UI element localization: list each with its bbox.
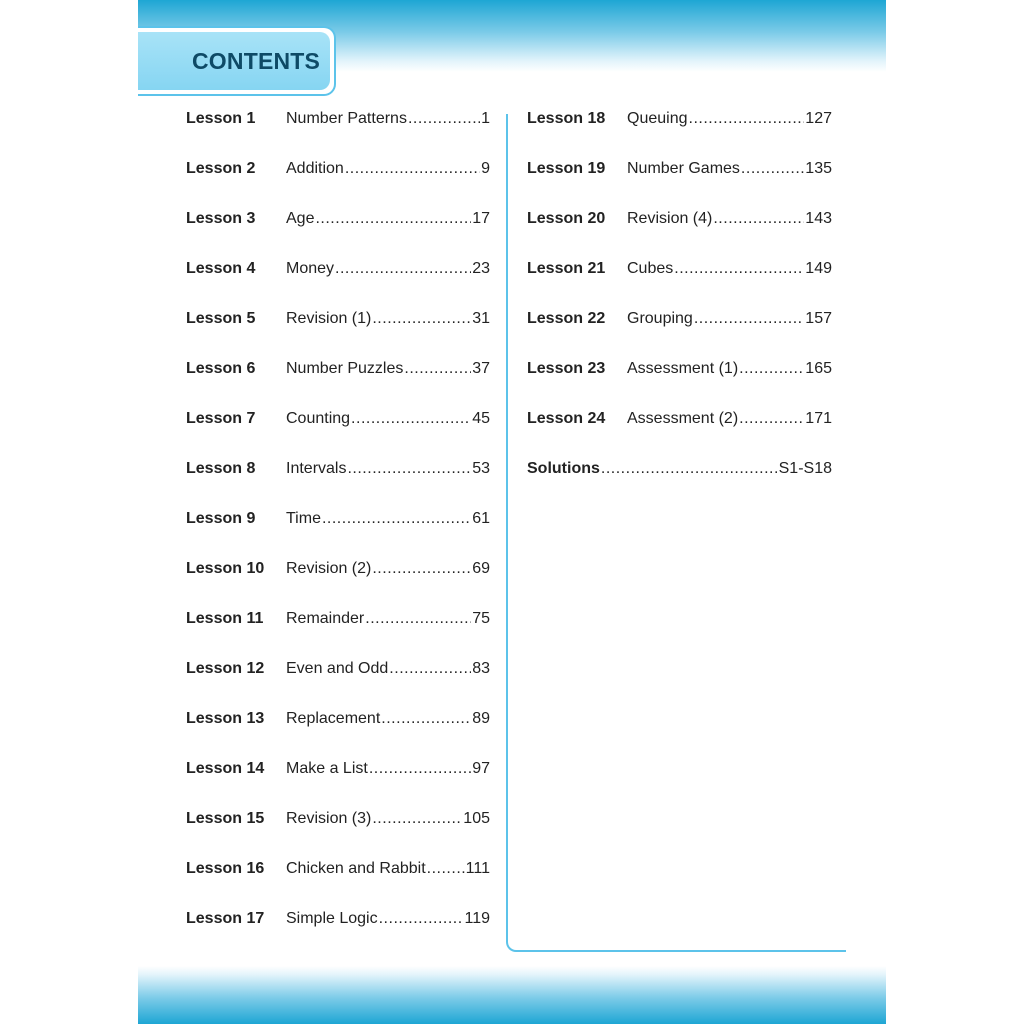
lesson-label: Lesson 13 bbox=[186, 710, 265, 727]
lesson-topic bbox=[286, 260, 490, 278]
lesson-label: Lesson 22 bbox=[527, 310, 606, 327]
lesson-title: Revision (3) bbox=[286, 810, 372, 827]
lesson-title: Intervals bbox=[286, 460, 347, 477]
lesson-topic bbox=[286, 710, 490, 728]
lesson-label: Lesson 5 bbox=[186, 310, 256, 327]
page-number: 127 bbox=[805, 110, 832, 127]
bottom-gradient-band bbox=[138, 966, 886, 1024]
dot-leader bbox=[365, 610, 471, 628]
lesson-label: Lesson 1 bbox=[186, 110, 256, 127]
lesson-label: Lesson 2 bbox=[186, 160, 256, 177]
lesson-title: Remainder bbox=[286, 610, 365, 627]
dot-leader bbox=[741, 160, 804, 178]
toc-entry bbox=[186, 310, 490, 360]
lesson-label: Lesson 16 bbox=[186, 860, 265, 877]
lesson-title: Queuing bbox=[627, 110, 688, 127]
page-number: 31 bbox=[472, 310, 490, 327]
lesson-label: Lesson 17 bbox=[186, 910, 265, 927]
page-number: 45 bbox=[472, 410, 490, 427]
lesson-topic bbox=[286, 310, 490, 328]
toc-solutions-entry bbox=[527, 460, 832, 510]
solutions-label: Solutions bbox=[527, 460, 600, 477]
page-number: 17 bbox=[472, 210, 490, 227]
toc-entry bbox=[186, 710, 490, 760]
page-number: 83 bbox=[472, 660, 490, 677]
dot-leader bbox=[381, 710, 471, 728]
lesson-topic bbox=[286, 360, 490, 378]
lesson-title: Make a List bbox=[286, 760, 368, 777]
lesson-label: Lesson 7 bbox=[186, 410, 256, 427]
lesson-label: Lesson 8 bbox=[186, 460, 256, 477]
lesson-title: Number Patterns bbox=[286, 110, 407, 127]
page-number: 23 bbox=[472, 260, 490, 277]
lesson-topic bbox=[286, 660, 490, 678]
lesson-topic bbox=[286, 510, 490, 528]
lesson-topic bbox=[286, 210, 490, 228]
page-number: 143 bbox=[805, 210, 832, 227]
toc-entry bbox=[186, 160, 490, 210]
page-number: 157 bbox=[805, 310, 832, 327]
page-number: 53 bbox=[472, 460, 490, 477]
page-number: 9 bbox=[481, 160, 490, 177]
toc-entry bbox=[186, 360, 490, 410]
page-number: 89 bbox=[472, 710, 490, 727]
toc-entry bbox=[186, 860, 490, 910]
lesson-label: Lesson 4 bbox=[186, 260, 256, 277]
lesson-label: Lesson 14 bbox=[186, 760, 265, 777]
dot-leader bbox=[369, 760, 471, 778]
lesson-label: Lesson 15 bbox=[186, 810, 265, 827]
dot-leader bbox=[372, 310, 471, 328]
dot-leader bbox=[601, 460, 778, 478]
lesson-label: Lesson 23 bbox=[527, 360, 606, 377]
toc-entry bbox=[186, 560, 490, 610]
toc-entry bbox=[527, 410, 832, 460]
dot-leader bbox=[335, 260, 471, 278]
solutions-page-range: S1-S18 bbox=[778, 460, 832, 477]
lesson-topic bbox=[286, 560, 490, 578]
lesson-topic bbox=[627, 410, 832, 428]
lesson-title: Revision (4) bbox=[627, 210, 713, 227]
page-number: 75 bbox=[472, 610, 490, 627]
lesson-label: Lesson 12 bbox=[186, 660, 265, 677]
page-number: 69 bbox=[472, 560, 490, 577]
dot-leader bbox=[694, 310, 804, 328]
lesson-title: Age bbox=[286, 210, 315, 227]
dot-leader bbox=[404, 360, 471, 378]
contents-sheet bbox=[138, 0, 886, 1024]
lesson-title: Grouping bbox=[627, 310, 693, 327]
toc-right-column bbox=[527, 110, 832, 510]
dot-leader bbox=[372, 560, 471, 578]
lesson-label: Lesson 3 bbox=[186, 210, 256, 227]
toc-entry bbox=[186, 410, 490, 460]
lesson-topic bbox=[627, 110, 832, 128]
lesson-topic bbox=[627, 360, 832, 378]
page-number: 149 bbox=[805, 260, 832, 277]
page-number: 37 bbox=[472, 360, 490, 377]
dot-leader bbox=[372, 810, 462, 828]
lesson-title: Assessment (2) bbox=[627, 410, 739, 427]
lesson-topic bbox=[627, 260, 832, 278]
lesson-title: Number Games bbox=[627, 160, 740, 177]
page-number: 61 bbox=[472, 510, 490, 527]
lesson-label: Lesson 11 bbox=[186, 610, 264, 627]
lesson-topic bbox=[627, 310, 832, 328]
page-number: 97 bbox=[472, 760, 490, 777]
dot-leader bbox=[739, 360, 804, 378]
lesson-topic bbox=[286, 110, 490, 128]
page-number: 119 bbox=[464, 910, 490, 927]
lesson-title: Time bbox=[286, 510, 321, 527]
page-number: 171 bbox=[805, 410, 832, 427]
lesson-topic bbox=[286, 160, 490, 178]
dot-leader bbox=[408, 110, 480, 128]
toc-entry bbox=[527, 360, 832, 410]
toc-entry bbox=[186, 760, 490, 810]
lesson-topic bbox=[627, 160, 832, 178]
page-number: 165 bbox=[805, 360, 832, 377]
toc-entry bbox=[186, 660, 490, 710]
page-number: 1 bbox=[481, 110, 490, 127]
toc-entry bbox=[186, 810, 490, 860]
lesson-topic bbox=[286, 760, 490, 778]
lesson-title: Chicken and Rabbit bbox=[286, 860, 426, 877]
dot-leader bbox=[322, 510, 471, 528]
lesson-label: Lesson 18 bbox=[527, 110, 606, 127]
lesson-topic bbox=[286, 610, 490, 628]
lesson-topic bbox=[286, 810, 490, 828]
lesson-title: Number Puzzles bbox=[286, 360, 404, 377]
toc-entry bbox=[186, 110, 490, 160]
toc-entry bbox=[186, 210, 490, 260]
lesson-topic bbox=[286, 860, 490, 878]
lesson-title: Revision (1) bbox=[286, 310, 372, 327]
dot-leader bbox=[315, 210, 471, 228]
dot-leader bbox=[713, 210, 804, 228]
toc-entry bbox=[527, 310, 832, 360]
lesson-title: Simple Logic bbox=[286, 910, 378, 927]
lesson-label: Lesson 6 bbox=[186, 360, 256, 377]
lesson-title: Assessment (1) bbox=[627, 360, 739, 377]
toc-entry bbox=[527, 260, 832, 310]
dot-leader bbox=[389, 660, 471, 678]
lesson-label: Lesson 20 bbox=[527, 210, 606, 227]
lesson-label: Lesson 19 bbox=[527, 160, 606, 177]
contents-heading: CONTENTS bbox=[192, 48, 321, 74]
dot-leader bbox=[427, 860, 465, 878]
toc-entry bbox=[186, 910, 490, 960]
lesson-title: Counting bbox=[286, 410, 351, 427]
lesson-topic bbox=[286, 410, 490, 428]
lesson-label: Lesson 24 bbox=[527, 410, 606, 427]
dot-leader bbox=[379, 910, 464, 928]
lesson-label: Lesson 10 bbox=[186, 560, 265, 577]
lesson-title: Even and Odd bbox=[286, 660, 389, 677]
toc-entry bbox=[186, 510, 490, 560]
lesson-topic bbox=[286, 460, 490, 478]
toc-entry bbox=[527, 110, 832, 160]
page-number: 111 bbox=[465, 860, 490, 877]
lesson-title: Money bbox=[286, 260, 335, 277]
dot-leader bbox=[674, 260, 804, 278]
dot-leader bbox=[347, 460, 471, 478]
lesson-label: Lesson 9 bbox=[186, 510, 256, 527]
page-number: 105 bbox=[463, 810, 490, 827]
dot-leader bbox=[689, 110, 805, 128]
lesson-title: Revision (2) bbox=[286, 560, 372, 577]
toc-entry bbox=[527, 210, 832, 260]
dot-leader bbox=[739, 410, 804, 428]
lesson-topic bbox=[286, 910, 490, 928]
toc-left-column bbox=[186, 110, 490, 960]
lesson-topic bbox=[627, 210, 832, 228]
lesson-title: Cubes bbox=[627, 260, 674, 277]
dot-leader bbox=[351, 410, 471, 428]
lesson-label: Lesson 21 bbox=[527, 260, 606, 277]
lesson-title: Addition bbox=[286, 160, 344, 177]
toc-entry bbox=[186, 460, 490, 510]
toc-entry bbox=[527, 160, 832, 210]
lesson-title: Replacement bbox=[286, 710, 381, 727]
toc-entry bbox=[186, 260, 490, 310]
toc-entry bbox=[186, 610, 490, 660]
dot-leader bbox=[345, 160, 480, 178]
page-number: 135 bbox=[805, 160, 832, 177]
